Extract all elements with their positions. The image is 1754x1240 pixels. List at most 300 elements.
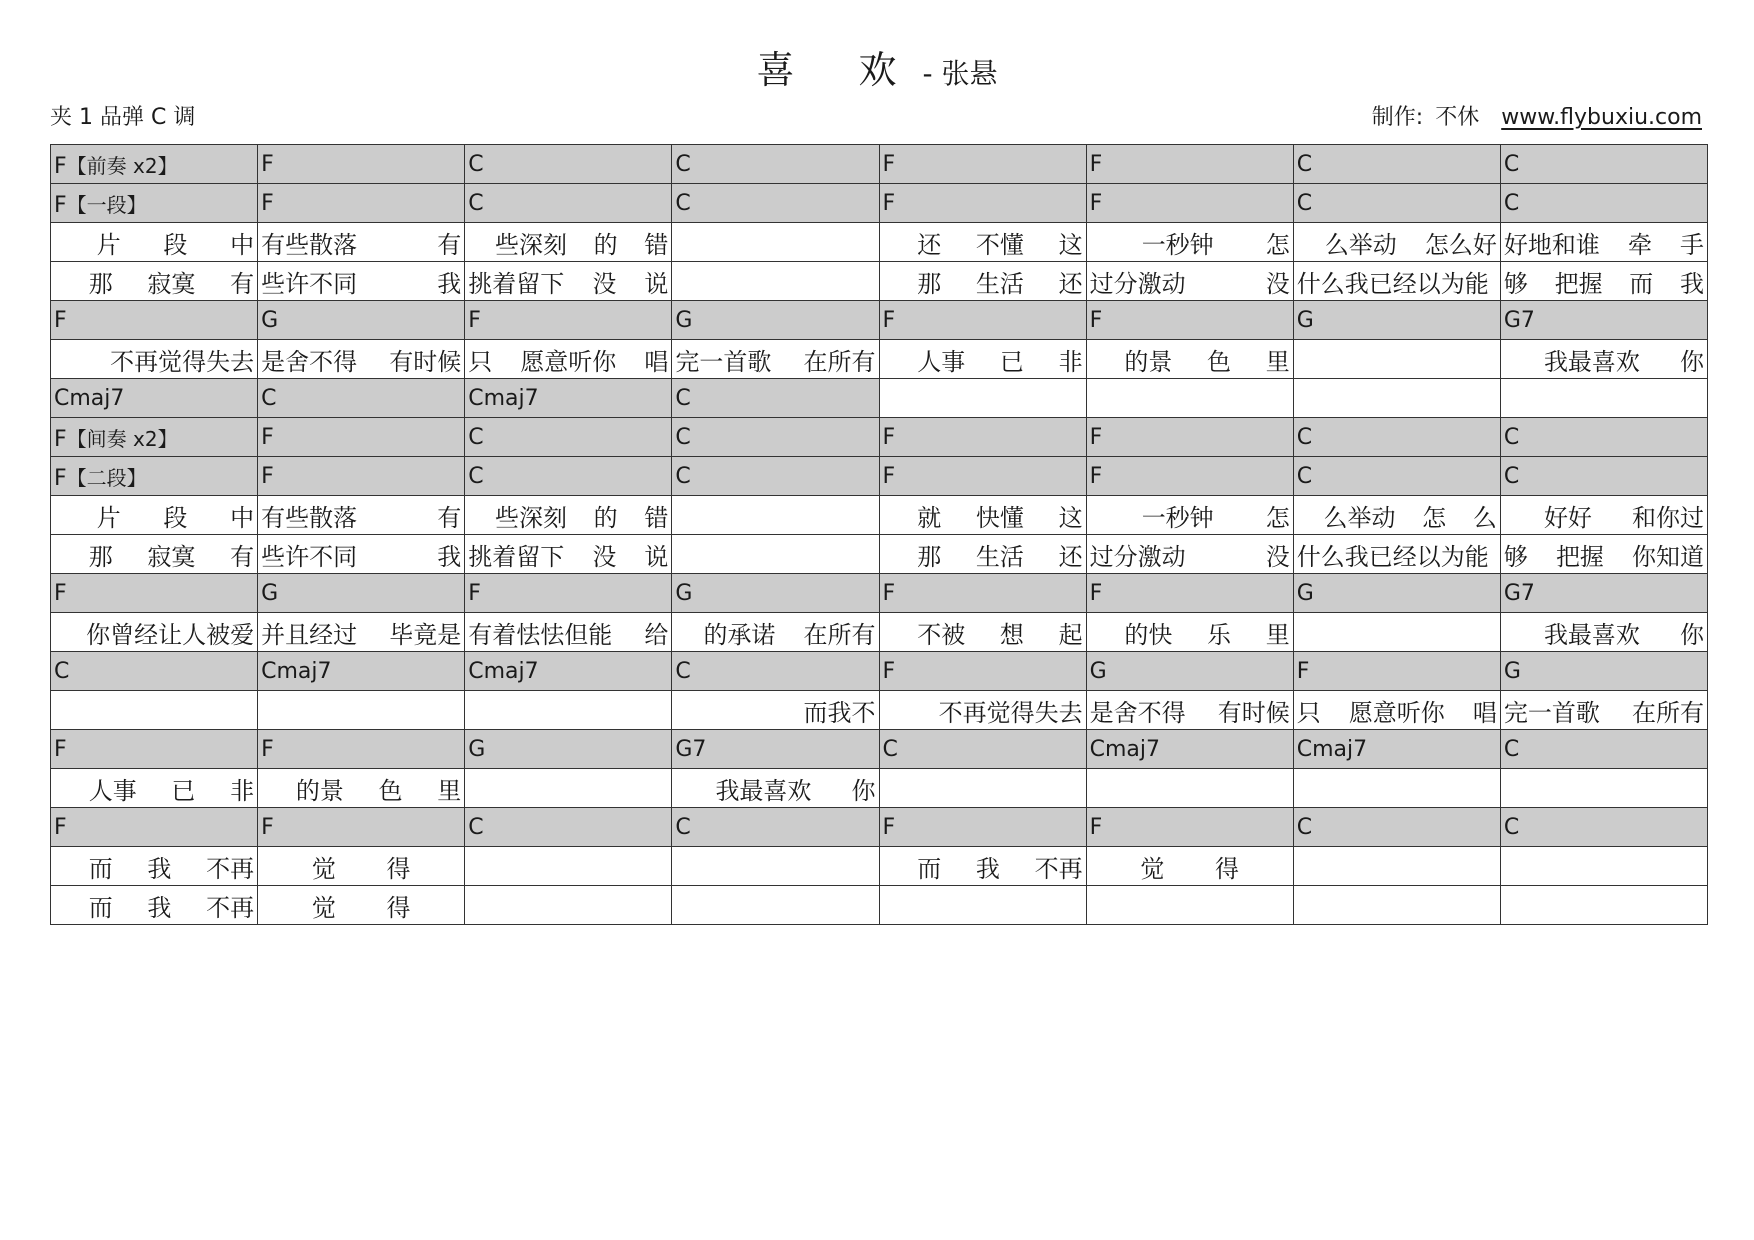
lyric-segment: 觉 xyxy=(1140,854,1165,883)
chord-name: C xyxy=(468,151,484,177)
lyric-row xyxy=(51,223,1708,262)
lyric-segment: 里 xyxy=(1265,347,1290,376)
lyric-segment: 你 xyxy=(851,776,876,805)
chord-cell xyxy=(465,418,672,457)
lyric-cell xyxy=(51,847,258,886)
chord-cell xyxy=(465,457,672,496)
lyric-segment: 寂寞 xyxy=(147,269,196,298)
lyric-line xyxy=(1297,225,1497,260)
lyric-line xyxy=(883,615,1083,650)
lyric-segment: 中 xyxy=(230,230,255,259)
lyric-segment: 愿意听你 xyxy=(520,347,617,376)
lyric-segment: 我最喜欢 xyxy=(715,776,812,805)
chord-name: F xyxy=(261,424,274,450)
chord-name: F xyxy=(882,190,896,216)
lyric-segment: 怎 xyxy=(1422,503,1447,532)
lyric-cell xyxy=(879,223,1086,262)
lyric-segment: 有时候 xyxy=(389,347,462,376)
lyric-cell xyxy=(465,340,672,379)
lyric-segment: 就 xyxy=(917,503,942,532)
lyric-segment: 怎 xyxy=(1265,503,1290,532)
chord-name: F xyxy=(882,580,896,606)
lyric-cell xyxy=(879,340,1086,379)
lyric-line xyxy=(54,615,254,650)
chord-name: G xyxy=(261,307,279,333)
lyric-segment: 而 xyxy=(88,854,113,883)
section-annotation: 【前奏 x2】 xyxy=(66,153,178,178)
lyric-segment: 错 xyxy=(644,230,669,259)
lyric-cell xyxy=(672,262,879,301)
lyric-segment: 有着怯怯但能 xyxy=(468,620,613,649)
lyric-segment: 还 xyxy=(1058,542,1083,571)
lyric-segment: 有 xyxy=(437,230,462,259)
lyric-cell xyxy=(258,847,465,886)
lyric-segment: 段 xyxy=(163,230,188,259)
lyric-cell xyxy=(879,691,1086,730)
lyric-cell xyxy=(1086,262,1293,301)
chord-cell xyxy=(1293,301,1500,340)
lyric-segment: 够 xyxy=(1503,269,1528,298)
lyric-line xyxy=(1090,264,1290,299)
chord-name: F xyxy=(882,307,896,333)
chord-row xyxy=(51,379,1708,418)
lyric-line xyxy=(1504,342,1704,377)
chord-name: G7 xyxy=(675,736,707,762)
lyric-segment: 非 xyxy=(230,776,255,805)
chord-cell xyxy=(1086,652,1293,691)
lyric-segment: 没 xyxy=(1265,269,1290,298)
lyric-cell xyxy=(465,223,672,262)
lyric-line xyxy=(883,225,1083,260)
lyric-segment: 已 xyxy=(999,347,1024,376)
lyric-cell xyxy=(1500,496,1707,535)
lyric-segment: 的景 xyxy=(1124,347,1173,376)
chord-cell xyxy=(672,652,879,691)
lyric-line xyxy=(468,225,668,260)
lyric-cell xyxy=(672,613,879,652)
chord-cell xyxy=(465,184,672,223)
chord-cell xyxy=(672,379,879,418)
chord-name: F xyxy=(1296,658,1310,684)
chord-name: F xyxy=(882,814,896,840)
lyric-segment: 有 xyxy=(230,542,255,571)
lyric-row xyxy=(51,613,1708,652)
lyric-line xyxy=(54,888,254,923)
chord-name: F xyxy=(261,463,274,489)
chord-name: F xyxy=(1089,151,1103,177)
chord-name: F xyxy=(1089,307,1103,333)
chord-cell xyxy=(258,301,465,340)
lyric-segment: 够 xyxy=(1503,542,1528,571)
lyric-segment: 我 xyxy=(147,854,172,883)
lyric-row xyxy=(51,847,1708,886)
lyric-segment: 人事 xyxy=(917,347,966,376)
chord-cell xyxy=(879,379,1086,418)
chord-name: F xyxy=(54,465,67,491)
chord-name: C xyxy=(675,814,691,840)
chord-cell xyxy=(1086,808,1293,847)
lyric-segment: 牵 xyxy=(1627,230,1652,259)
chord-name: C xyxy=(1296,151,1313,177)
lyric-segment: 而 xyxy=(1629,269,1654,298)
chord-name: C xyxy=(675,463,691,489)
chord-name: Cmaj7 xyxy=(261,658,332,684)
lyric-segment: 没 xyxy=(592,269,617,298)
chord-name: G xyxy=(1296,307,1314,333)
artist-text: - 张悬 xyxy=(922,57,998,90)
chord-cell xyxy=(1086,301,1293,340)
lyric-segment: 不再觉得失去 xyxy=(938,698,1083,727)
lyric-cell xyxy=(465,262,672,301)
chord-cell xyxy=(879,730,1086,769)
chord-name: F xyxy=(54,814,67,840)
chord-cell xyxy=(1293,184,1500,223)
chord-name: F xyxy=(261,814,274,840)
chord-cell xyxy=(1086,418,1293,457)
credit-line xyxy=(1372,103,1702,133)
lyric-segment: 毕竟是 xyxy=(389,620,462,649)
lyric-segment: 片 xyxy=(96,503,121,532)
lyric-segment: 还 xyxy=(917,230,942,259)
chord-name: C xyxy=(675,151,691,177)
lyric-segment: 些深刻 xyxy=(494,503,567,532)
chord-name: F xyxy=(882,463,896,489)
lyric-segment: 什么我已经以为能 xyxy=(1296,269,1489,298)
lyric-cell xyxy=(51,535,258,574)
lyric-segment: 说 xyxy=(644,542,669,571)
lyric-line xyxy=(675,693,875,728)
lyric-cell xyxy=(672,886,879,925)
chord-cell xyxy=(672,574,879,613)
chord-name: C xyxy=(468,424,484,450)
chord-cell xyxy=(1293,418,1500,457)
chord-cell xyxy=(672,730,879,769)
lyric-cell xyxy=(258,262,465,301)
lyric-segment: 错 xyxy=(644,503,669,532)
chord-cell xyxy=(465,301,672,340)
lyric-cell xyxy=(672,691,879,730)
lyric-segment: 过分激动 xyxy=(1089,542,1186,571)
lyric-line xyxy=(54,771,254,806)
chord-cell xyxy=(258,730,465,769)
lyric-cell xyxy=(51,886,258,925)
lyric-segment: 色 xyxy=(1207,347,1232,376)
chord-name: C xyxy=(1296,463,1313,489)
chord-name: C xyxy=(675,190,691,216)
chord-name: F xyxy=(54,736,67,762)
lyric-cell xyxy=(258,769,465,808)
lyric-segment: 里 xyxy=(437,776,462,805)
chord-name: G xyxy=(675,307,693,333)
chord-cell xyxy=(672,145,879,184)
lyric-line xyxy=(1090,537,1290,572)
lyric-row xyxy=(51,262,1708,301)
chord-name: F xyxy=(468,307,481,333)
lyric-segment: 说 xyxy=(644,269,669,298)
lyric-segment: 一秒钟 xyxy=(1141,230,1214,259)
lyric-cell xyxy=(1500,769,1707,808)
lyric-segment: 乐 xyxy=(1207,620,1232,649)
chord-name: G xyxy=(1296,580,1314,606)
lyric-line xyxy=(468,498,668,533)
lyric-segment: 那 xyxy=(88,542,113,571)
chord-cell xyxy=(1293,457,1500,496)
chord-name: F xyxy=(882,151,896,177)
website-link[interactable]: www.flybuxiu.com xyxy=(1501,105,1702,130)
chord-cell xyxy=(51,301,258,340)
lyric-cell xyxy=(1086,496,1293,535)
lyric-line xyxy=(468,342,668,377)
lyric-line xyxy=(1297,264,1497,299)
chord-name: C xyxy=(1296,424,1313,450)
chord-cell xyxy=(879,301,1086,340)
lyric-segment: 么举动 xyxy=(1324,230,1397,259)
lyric-cell xyxy=(258,886,465,925)
lyric-line xyxy=(1090,498,1290,533)
chord-cell xyxy=(1086,145,1293,184)
lyric-cell xyxy=(879,535,1086,574)
lyric-cell xyxy=(1293,496,1500,535)
chord-name: C xyxy=(468,463,484,489)
lyric-cell xyxy=(51,769,258,808)
lyric-segment: 我最喜欢 xyxy=(1543,620,1640,649)
lyric-segment: 而我不 xyxy=(803,698,876,727)
chord-cell xyxy=(51,808,258,847)
chord-cell xyxy=(879,145,1086,184)
chord-name: C xyxy=(468,814,484,840)
lyric-segment: 起 xyxy=(1058,620,1083,649)
lyric-line xyxy=(1090,342,1290,377)
chord-cell xyxy=(879,457,1086,496)
lyric-cell xyxy=(879,886,1086,925)
lyric-cell xyxy=(1293,691,1500,730)
lyric-segment: 愿意听你 xyxy=(1348,698,1445,727)
chord-cell xyxy=(258,808,465,847)
chord-cell xyxy=(672,184,879,223)
lyric-segment: 并且经过 xyxy=(261,620,358,649)
lyric-line xyxy=(883,537,1083,572)
chord-cell xyxy=(258,145,465,184)
chord-name: G xyxy=(675,580,693,606)
chord-name: F xyxy=(54,192,67,218)
lyric-segment: 这 xyxy=(1058,230,1083,259)
lyric-segment: 你知道 xyxy=(1632,542,1704,571)
lyric-segment: 那 xyxy=(88,269,113,298)
chord-cell xyxy=(258,457,465,496)
chord-cell xyxy=(1500,184,1707,223)
chord-row xyxy=(51,808,1708,847)
chord-name: C xyxy=(675,658,691,684)
lyric-line xyxy=(675,342,875,377)
chord-name: C xyxy=(1503,814,1520,840)
lyric-line xyxy=(1297,693,1497,728)
lyric-segment: 得 xyxy=(1215,854,1240,883)
lyric-line xyxy=(1504,264,1704,299)
lyric-line xyxy=(1504,537,1704,572)
chord-cell xyxy=(1293,652,1500,691)
lyric-cell xyxy=(1293,769,1500,808)
chord-name: Cmaj7 xyxy=(1296,736,1368,762)
lyric-segment: 什么我已经以为能 xyxy=(1296,542,1489,571)
chord-row xyxy=(51,418,1708,457)
lyric-cell xyxy=(1293,847,1500,886)
lyric-cell xyxy=(258,496,465,535)
lyric-segment: 生活 xyxy=(975,269,1024,298)
lyric-segment: 有 xyxy=(437,503,462,532)
lyric-segment: 生活 xyxy=(975,542,1024,571)
lyric-cell xyxy=(1500,340,1707,379)
lyric-cell xyxy=(672,769,879,808)
chord-name: F xyxy=(54,153,67,179)
lyric-line xyxy=(261,615,461,650)
chord-cell xyxy=(1500,808,1707,847)
lyric-segment: 的承诺 xyxy=(703,620,776,649)
chord-name: C xyxy=(1503,151,1520,177)
capo-instruction: 夹 1 品弹 C 调 xyxy=(50,105,196,130)
chord-name: C xyxy=(468,190,484,216)
lyric-cell xyxy=(258,340,465,379)
lyric-cell xyxy=(465,535,672,574)
lyric-segment: 没 xyxy=(592,542,617,571)
lyric-segment: 你曾经让人被爱 xyxy=(86,620,255,649)
chord-row xyxy=(51,145,1708,184)
lyric-segment: 在所有 xyxy=(803,347,876,376)
chord-name: F xyxy=(54,426,67,452)
lyric-row xyxy=(51,535,1708,574)
lyric-segment: 快懂 xyxy=(975,503,1024,532)
lyric-cell xyxy=(1500,847,1707,886)
lyric-segment: 中 xyxy=(230,503,255,532)
chord-name: G xyxy=(1503,658,1521,684)
lyric-line xyxy=(261,771,461,806)
lyric-cell xyxy=(1086,691,1293,730)
chord-cell xyxy=(465,145,672,184)
chord-cell xyxy=(1086,457,1293,496)
chord-name: Cmaj7 xyxy=(1089,736,1161,762)
chord-cell xyxy=(51,730,258,769)
lyric-segment: 色 xyxy=(378,776,403,805)
chord-name: F xyxy=(882,424,896,450)
chord-chart-body xyxy=(51,145,1708,925)
lyric-segment: 里 xyxy=(1265,620,1290,649)
lyric-line xyxy=(883,264,1083,299)
lyric-line xyxy=(1504,225,1704,260)
lyric-segment: 挑着留下 xyxy=(468,269,565,298)
lyric-segment: 那 xyxy=(917,542,942,571)
chord-cell xyxy=(51,574,258,613)
chord-cell xyxy=(1293,379,1500,418)
chord-name: F xyxy=(54,307,67,333)
chord-name: G7 xyxy=(1503,307,1535,333)
lyric-segment: 片 xyxy=(96,230,121,259)
lyric-segment: 和你过 xyxy=(1632,503,1704,532)
lyric-line xyxy=(54,537,254,572)
lyric-segment: 些深刻 xyxy=(494,230,567,259)
credit-name: 不休 xyxy=(1435,105,1480,130)
lyric-segment: 不再觉得失去 xyxy=(110,347,255,376)
lyric-line xyxy=(261,888,461,923)
lyric-segment: 你 xyxy=(1680,347,1704,376)
lyric-cell xyxy=(258,535,465,574)
lyric-line xyxy=(883,342,1083,377)
chord-cell xyxy=(1293,808,1500,847)
chord-cell xyxy=(258,184,465,223)
lyric-line xyxy=(54,264,254,299)
lyric-segment: 而 xyxy=(88,893,113,922)
lyric-segment: 这 xyxy=(1058,503,1083,532)
chord-name: C xyxy=(1503,463,1520,489)
lyric-line xyxy=(261,342,461,377)
lyric-segment: 人事 xyxy=(88,776,137,805)
chord-cell xyxy=(465,574,672,613)
lyric-segment: 一秒钟 xyxy=(1141,503,1214,532)
lyric-segment: 得 xyxy=(386,893,411,922)
chord-cell xyxy=(258,574,465,613)
chord-cell xyxy=(672,457,879,496)
chord-cell xyxy=(1500,418,1707,457)
lyric-row xyxy=(51,769,1708,808)
lyric-segment: 那 xyxy=(917,269,942,298)
lyric-line xyxy=(1504,498,1704,533)
lyric-segment: 我 xyxy=(1679,269,1704,298)
chord-row xyxy=(51,457,1708,496)
chord-name: C xyxy=(675,385,691,411)
lyric-cell xyxy=(465,613,672,652)
lyric-cell xyxy=(51,223,258,262)
lyric-segment: 我 xyxy=(437,269,462,298)
lyric-segment: 还 xyxy=(1058,269,1083,298)
lyric-line xyxy=(1090,849,1290,884)
lyric-line xyxy=(261,264,461,299)
lyric-cell xyxy=(465,496,672,535)
chord-cell xyxy=(51,184,258,223)
lyric-cell xyxy=(879,262,1086,301)
lyric-segment: 觉 xyxy=(311,854,336,883)
lyric-segment: 是舍不得 xyxy=(1089,698,1186,727)
lyric-line xyxy=(468,264,668,299)
chord-cell xyxy=(258,379,465,418)
lyric-cell xyxy=(879,769,1086,808)
lyric-segment: 有 xyxy=(230,269,255,298)
chord-name: Cmaj7 xyxy=(468,385,539,411)
lyric-cell xyxy=(672,223,879,262)
lyric-segment: 寂寞 xyxy=(147,542,196,571)
lyric-cell xyxy=(672,496,879,535)
chord-cell xyxy=(672,418,879,457)
chord-name: F xyxy=(261,736,274,762)
chord-cell xyxy=(465,808,672,847)
lyric-segment: 的 xyxy=(593,503,618,532)
chord-cell xyxy=(1086,379,1293,418)
lyric-segment: 想 xyxy=(999,620,1024,649)
chord-name: Cmaj7 xyxy=(468,658,539,684)
lyric-line xyxy=(261,849,461,884)
chord-cell xyxy=(258,418,465,457)
chord-cell xyxy=(672,808,879,847)
lyric-segment: 怎 xyxy=(1265,230,1290,259)
lyric-segment: 的景 xyxy=(295,776,344,805)
lyric-cell xyxy=(1500,262,1707,301)
song-title xyxy=(0,44,1754,100)
lyric-segment: 不再 xyxy=(1034,854,1083,883)
chord-cell xyxy=(51,652,258,691)
chord-cell xyxy=(465,379,672,418)
chord-row xyxy=(51,184,1708,223)
chord-cell xyxy=(51,145,258,184)
lyric-segment: 手 xyxy=(1680,230,1704,259)
chord-cell xyxy=(1293,574,1500,613)
chord-chart-table xyxy=(50,144,1708,925)
